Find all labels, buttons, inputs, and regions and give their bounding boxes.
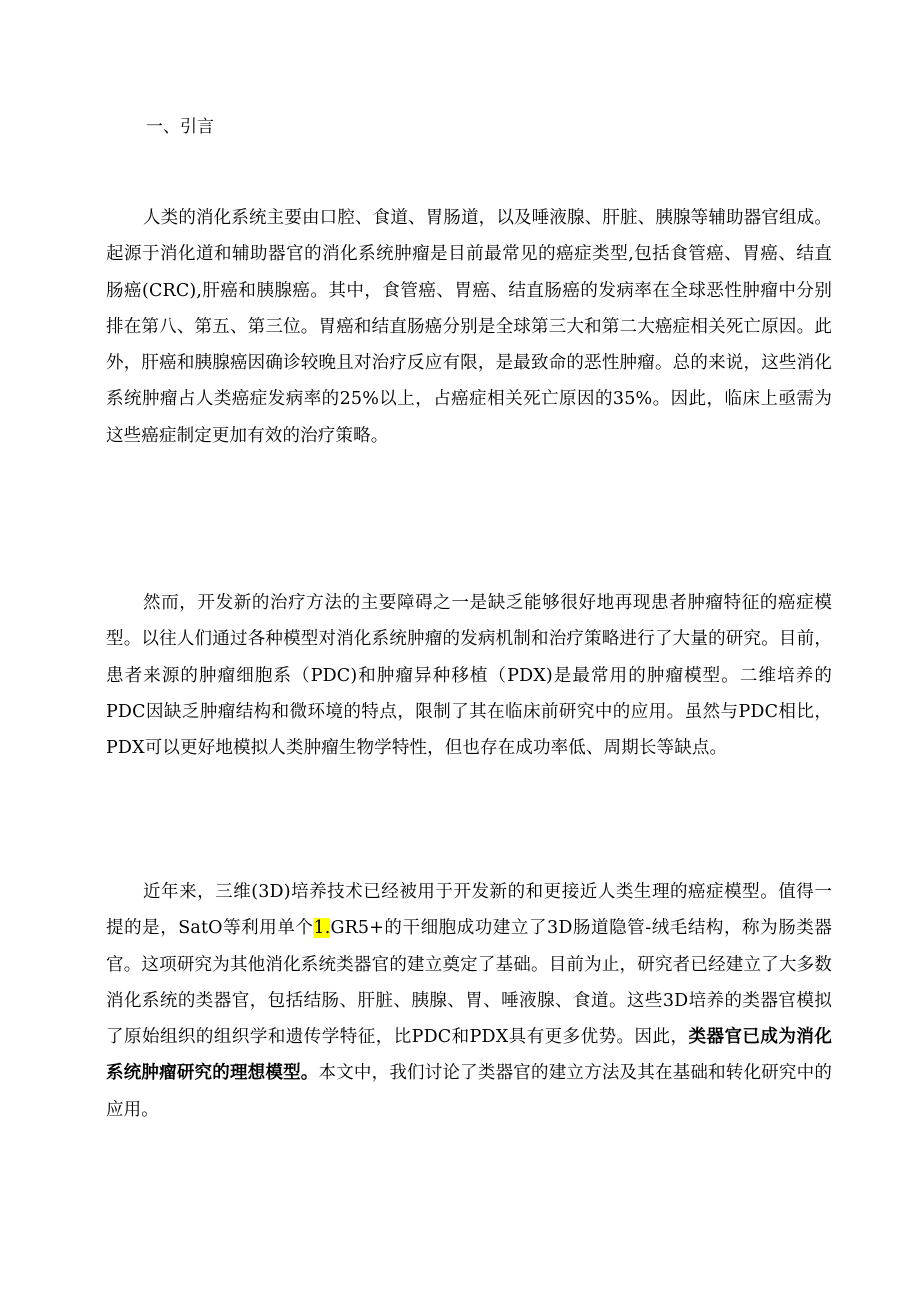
paragraph-3d-organoids bbox=[106, 874, 832, 1128]
organoid-text-middle: GR5+的干细胞成功建立了3D肠道隐管-绒毛结构，称为肠类器官。这项研究为其他消化系统类器官的建立奠定了基础。目前为止，研究者已经建立了大多数消化系统的类器官，包括结肠、肝脏、胰腺、胃、唾液腺、食道。这些3D培养的类器官模拟了原始组织的组织学和遗传学特征，比PDC和PDX具有更多优势。因此， bbox=[106, 918, 832, 1048]
bold-key-statement: 类器官已成为消化系统肿瘤研究的理想模型。 bbox=[106, 1027, 832, 1084]
paragraph-intro-digestive-system: 人类的消化系统主要由口腔、食道、胃肠道，以及唾液腺、肝脏、胰腺等辅助器官组成。起源于消化道和辅助器官的消化系统肿瘤是目前最常见的癌症类型,包括食管癌、胃癌、结直肠癌(CRC),肝癌和胰腺癌。其中，食管癌、胃癌、结直肠癌的发病率在全球恶性肿瘤中分别排在第八、第五、第三位。胃癌和结直肠癌分别是全球第三大和第二大癌症相关死亡原因。此外，肝癌和胰腺癌因确诊较晚且对治疗反应有限，是最致命的恶性肿瘤。总的来说，这些消化系统肿瘤占人类癌症发病率的25%以上，占癌症相关死亡原因的35%。因此，临床上亟需为这些癌症制定更加有效的治疗策略。 bbox=[106, 208, 832, 446]
organoid-text-start: 近年来，三维(3D)培养技术已经被用于开发新的和更接近人类生理的癌症模型。值得一提的是，SatO等利用单个 bbox=[106, 882, 832, 939]
organoid-text-end: 本文中，我们讨论了类器官的建立方法及其在基础和转化研究中的应用。 bbox=[106, 1063, 832, 1120]
section-heading: 一、引言 bbox=[146, 117, 214, 137]
highlighted-text: 1. bbox=[313, 918, 331, 939]
paragraph-model-limitations: 然而，开发新的治疗方法的主要障碍之一是缺乏能够很好地再现患者肿瘤特征的癌症模型。以往人们通过各种模型对消化系统肿瘤的发病机制和治疗策略进行了大量的研究。目前，患者来源的肿瘤细胞系（PDC)和肿瘤异种移植（PDX)是最常用的肿瘤模型。二维培养的PDC因缺乏肿瘤结构和微环境的特点，限制了其在临床前研究中的应用。虽然与PDC相比，PDX可以更好地模拟人类肿瘤生物学特性，但也存在成功率低、周期长等缺点。 bbox=[106, 593, 832, 759]
